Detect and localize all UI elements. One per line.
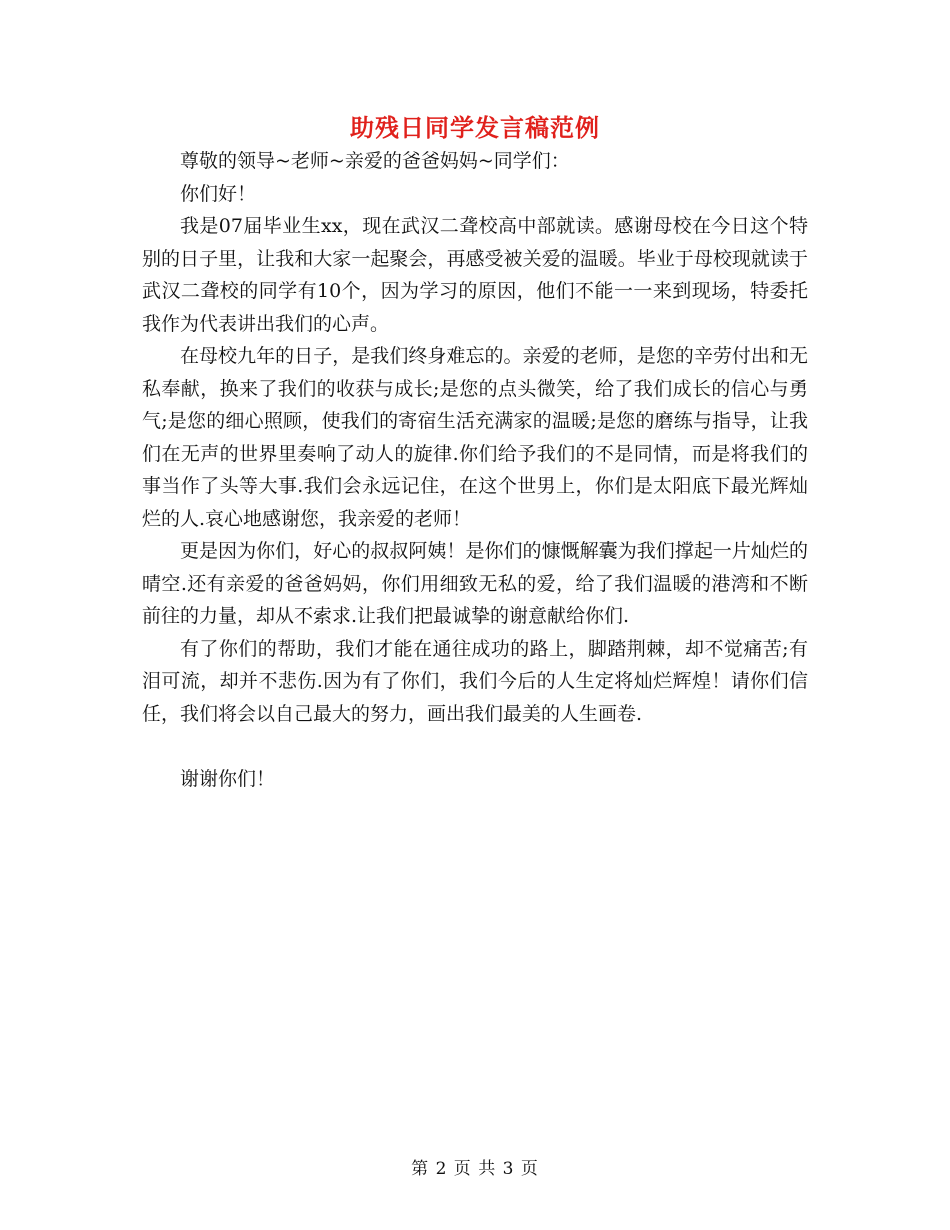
closing-thanks: 谢谢你们！: [180, 767, 276, 790]
page-number-footer: 第 2 页 共 3 页: [411, 1159, 539, 1179]
document-body: [142, 145, 808, 795]
paragraph-spacer: [142, 730, 808, 763]
paragraph-introduction: 我是07届毕业生xx，现在武汉二聋校高中部就读。感谢母校在今日这个特别的日子里，让我和大家一起聚会，再感受被关爱的温暖。毕业于母校现就读于武汉二聋校的同学有10个，因为学习的原因，他们不能一一来到现场，特委托我作为代表讲出我们的心声。: [142, 215, 808, 335]
document-title: 助残日同学发言稿范例: [350, 113, 600, 142]
paragraph-teachers: 在母校九年的日子，是我们终身难忘的。亲爱的老师，是您的辛劳付出和无私奉献，换来了我们的收获与成长;是您的点头微笑，给了我们成长的信心与勇气;是您的细心照顾，使我们的寄宿生活充满家的温暖;是您的磨练与指导，让我们在无声的世界里奏响了动人的旋律.你们给予我们的不是同情，而是将我们的事当作了头等大事.我们会永远记住，在这个世男上，你们是太阳底下最光辉灿烂的人.哀心地感谢您，我亲爱的老师！: [142, 345, 808, 530]
greeting: 你们好！: [180, 182, 257, 205]
paragraph-future: 有了你们的帮助，我们才能在通往成功的路上，脚踏荆棘，却不觉痛苦;有泪可流，却并不悲伤.因为有了你们，我们今后的人生定将灿烂辉煌！请你们信任，我们将会以自己最大的努力，画出我们最美的人生画卷.: [142, 637, 808, 725]
paragraph-supporters: 更是因为你们，好心的叔叔阿姨！是你们的慷慨解囊为我们撑起一片灿烂的晴空.还有亲爱的爸爸妈妈，你们用细致无私的爱，给了我们温暖的港湾和不断前往的力量，却从不索求.让我们把最诚挚的谢意献给你们.: [142, 540, 808, 627]
salutation: 尊敬的领导~老师~亲爱的爸爸妈妈~同学们：: [180, 150, 570, 172]
